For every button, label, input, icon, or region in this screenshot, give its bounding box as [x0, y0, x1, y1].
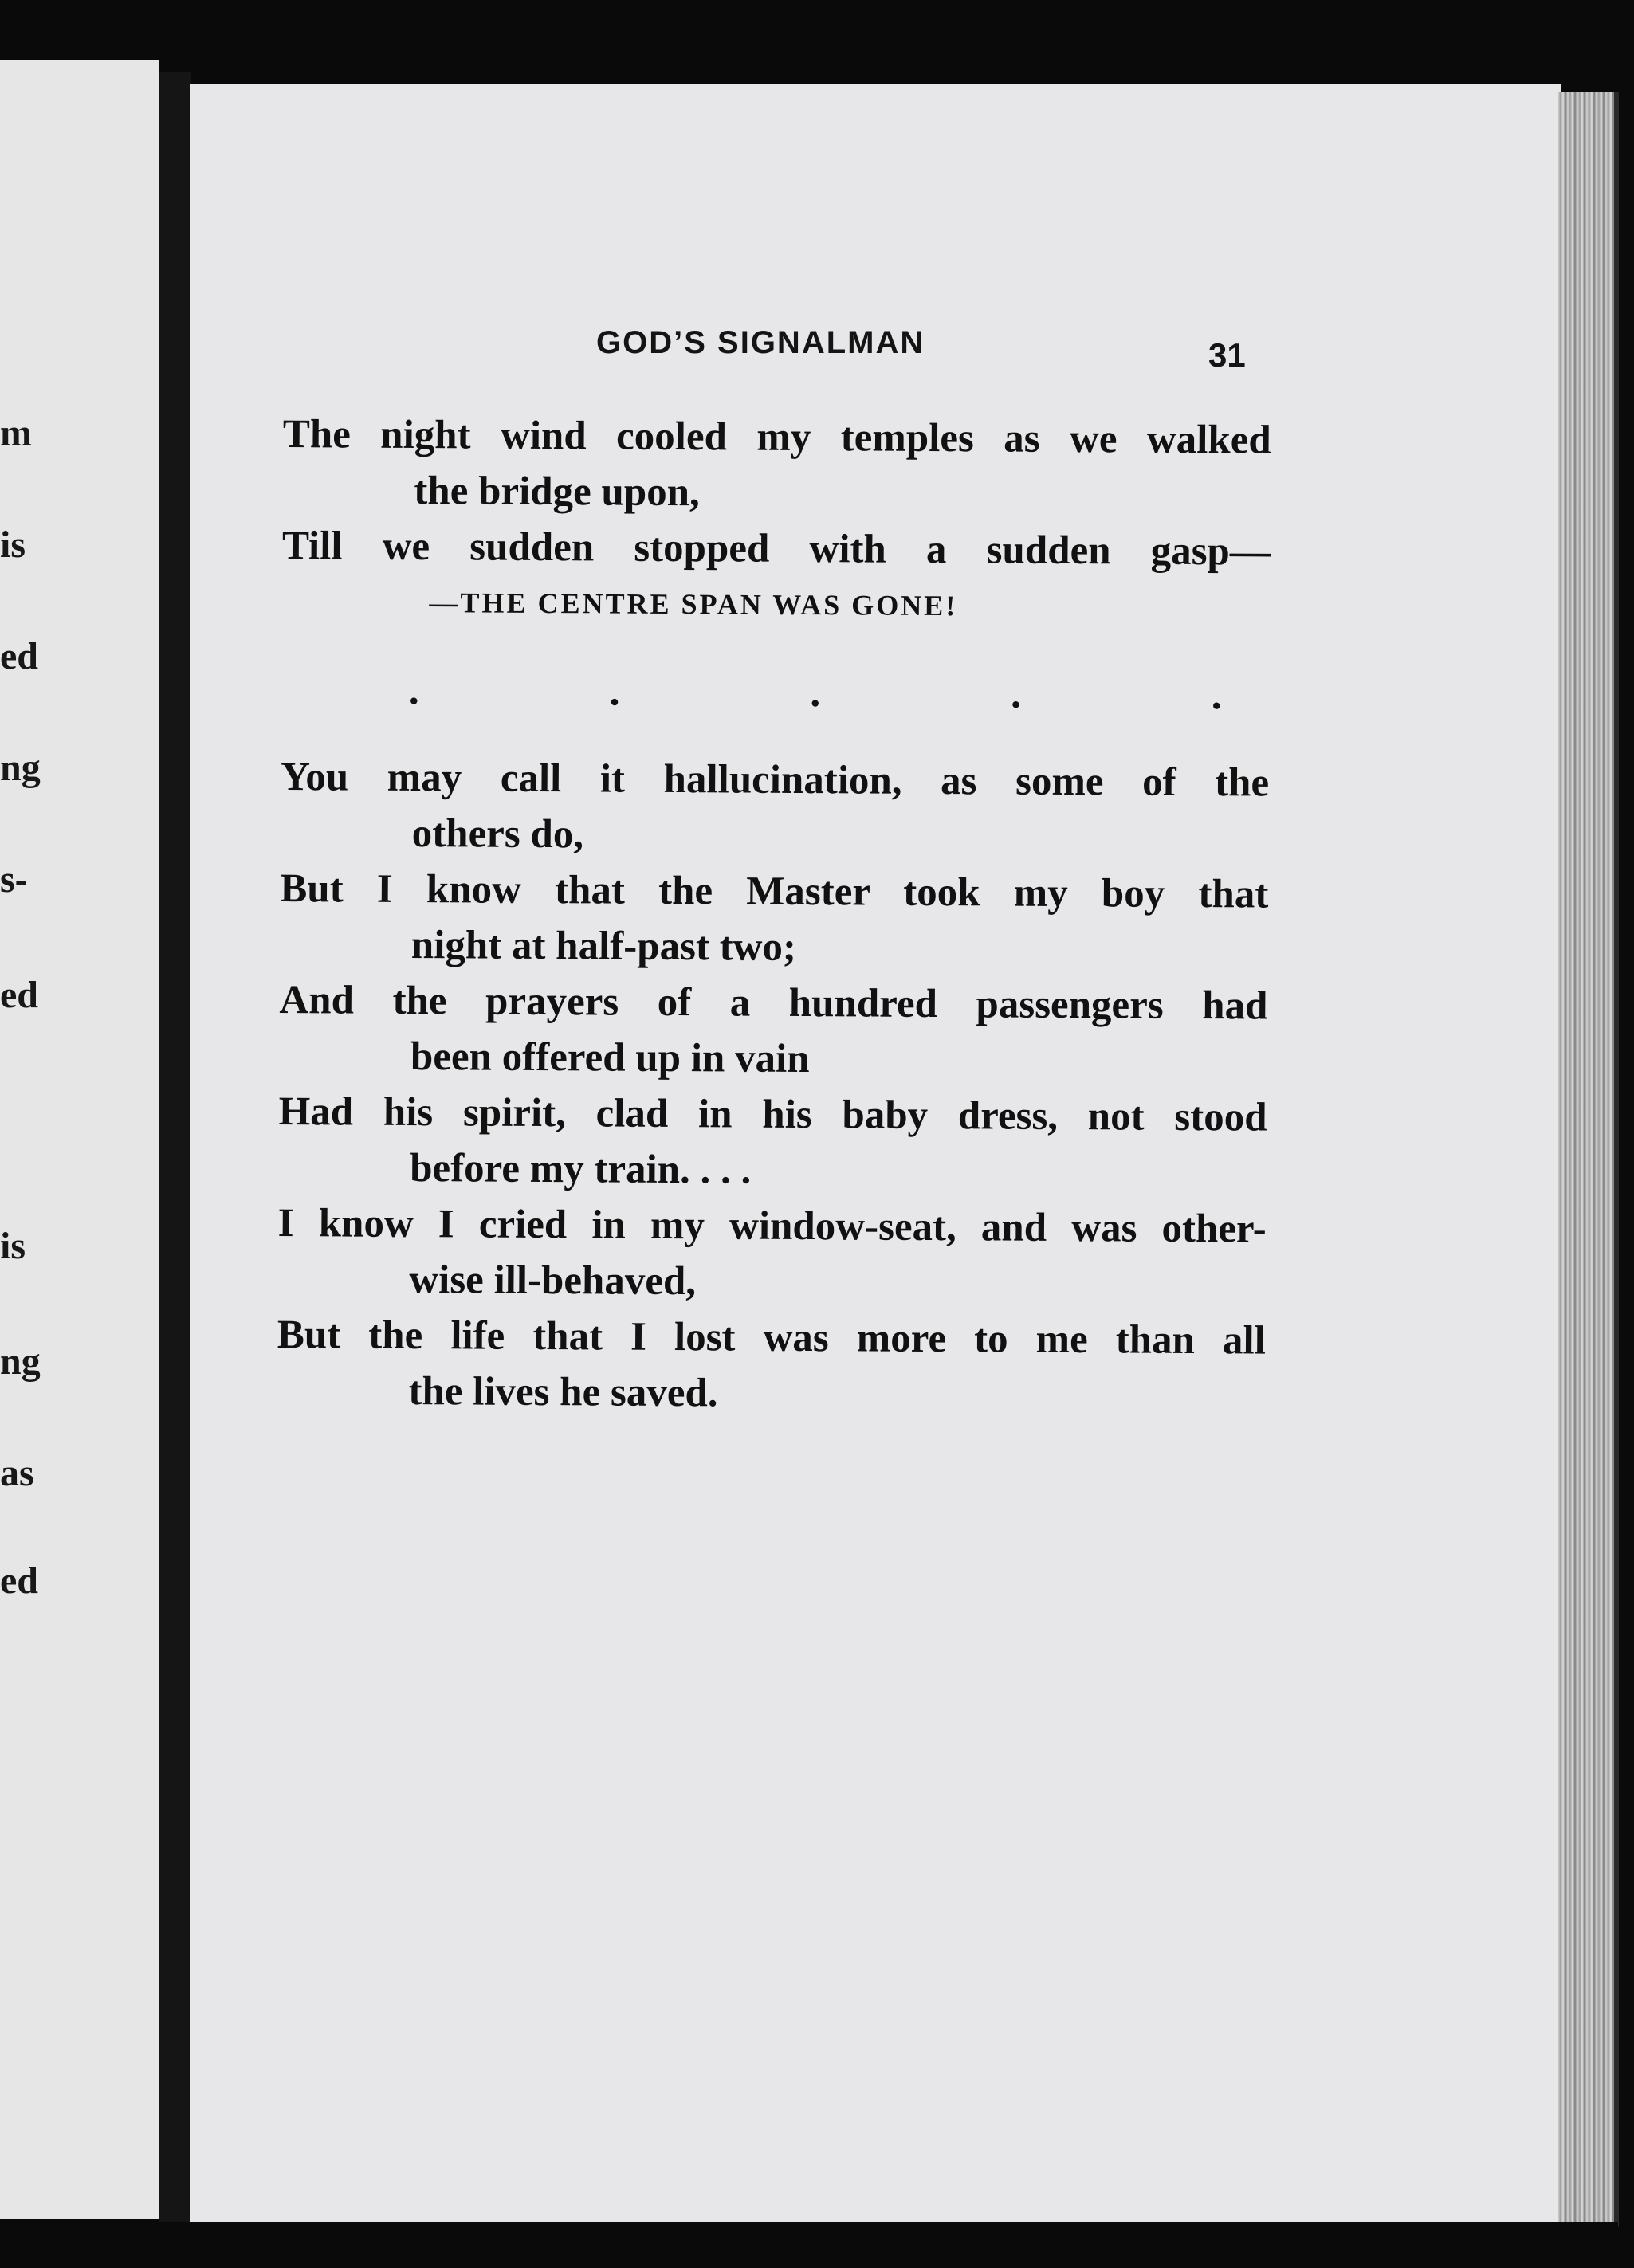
fragment-text: ng [0, 747, 41, 789]
fragment-text: ng [0, 1340, 41, 1383]
stanza-2 [277, 749, 1269, 1425]
poem-line: The night wind cooled my temples as we walked [282, 411, 1271, 463]
fragment-text: m [0, 412, 32, 454]
page-fore-edge [1558, 92, 1619, 2227]
poem-line-continuation: wise ill-behaved, [409, 1257, 697, 1305]
poem-line-continuation: night at half-past two; [410, 922, 797, 970]
poem-line: Had his spirit, clad in his baby dress, not stood [278, 1089, 1267, 1140]
poem-line: Till we sudden stopped with a sudden gasp— [281, 523, 1271, 575]
poem-body [277, 406, 1271, 1425]
fragment-text: as [0, 1452, 34, 1494]
break-dot: . [408, 667, 420, 713]
facing-page-left [0, 60, 159, 2219]
fragment-text: ed [0, 1560, 38, 1602]
poem-line-continuation: the bridge upon, [414, 469, 701, 516]
fragment-text: ed [0, 974, 38, 1016]
poem-line: You may call it hallucination, as some of the [280, 754, 1270, 806]
section-break-dots [281, 630, 1270, 755]
break-dot: . [609, 669, 620, 715]
page-number: 31 [1208, 336, 1246, 374]
bottom-shadow [159, 2222, 1618, 2268]
fragment-text: is [0, 1225, 26, 1267]
poem-line: And the prayers of a hundred passengers had [279, 977, 1268, 1029]
break-dot: . [1211, 672, 1222, 718]
poem-line: But the life that I lost was more to me than all [277, 1312, 1267, 1364]
running-head: GOD’S SIGNALMAN [596, 325, 925, 360]
break-dot: . [810, 669, 821, 716]
fragment-text: is [0, 524, 26, 566]
poem-line-continuation: others do, [411, 810, 584, 857]
break-dot: . [1010, 671, 1022, 717]
fragment-text: s- [0, 858, 28, 901]
fragment-text: ed [0, 635, 38, 677]
book-gutter [159, 72, 191, 2223]
poem-line-continuation: the lives he saved. [408, 1368, 718, 1416]
poem-line-continuation: been offered up in vain [410, 1034, 810, 1082]
poem-line: But I know that the Master took my boy that [280, 865, 1269, 917]
poem-line-continuation: before my train. . . . [409, 1145, 752, 1193]
facing-page-fragments [0, 60, 159, 2219]
stanza-1 [281, 406, 1271, 636]
small-caps-line: —THE CENTRE SPAN WAS GONE! [429, 587, 958, 622]
poem-line: I know I cried in my window-seat, and was other- [277, 1200, 1267, 1252]
